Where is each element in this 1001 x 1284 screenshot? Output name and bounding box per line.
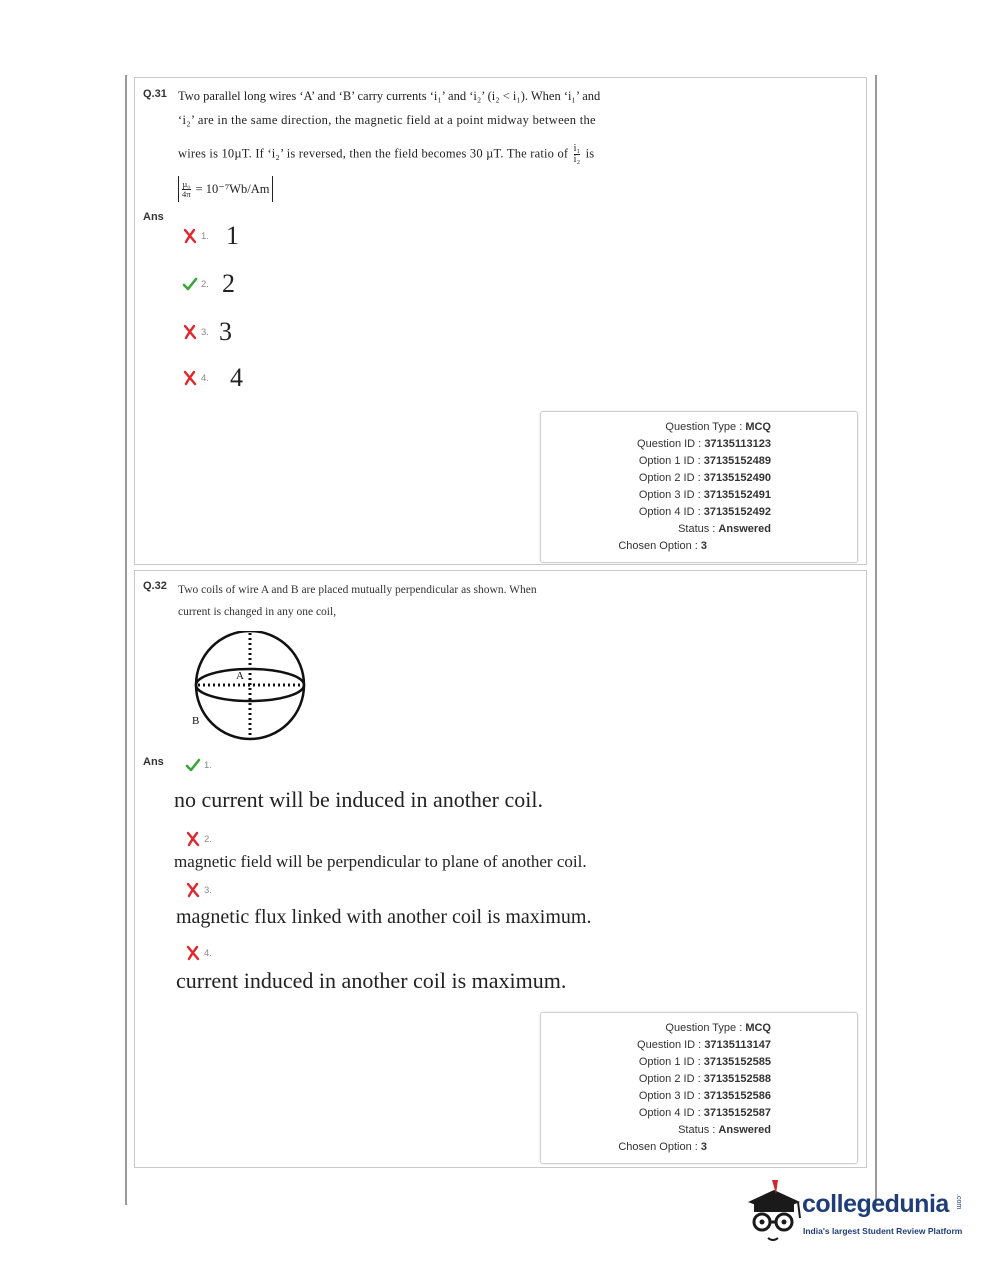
option-1[interactable] xyxy=(182,221,239,251)
label-a: A xyxy=(236,670,244,682)
cross-icon xyxy=(182,370,198,386)
option-2-text[interactable]: magnetic field will be perpendicular to plane of another coil. xyxy=(174,852,587,871)
collegedunia-logo[interactable] xyxy=(742,1180,972,1250)
option-4[interactable] xyxy=(182,363,243,393)
cross-icon xyxy=(182,228,198,244)
question-text-line-3-main: wires is 10µT. If ‘i₂’ is reversed, then the field becomes 30 µT. The ratio of xyxy=(178,146,569,161)
option-3-marker xyxy=(185,882,212,898)
constant-numerator: µ₀ xyxy=(182,178,191,189)
cross-icon xyxy=(185,882,201,898)
ratio-suffix: is xyxy=(585,146,595,161)
option-3[interactable] xyxy=(182,317,232,347)
info-question-type: Question Type : MCQ xyxy=(665,1022,771,1034)
answer-label: Ans xyxy=(143,211,164,223)
ratio-fraction xyxy=(574,144,581,165)
brand-suffix: .com xyxy=(955,1194,962,1210)
option-number: 4. xyxy=(204,947,212,959)
option-value: 2 xyxy=(221,269,235,298)
option-number: 3. xyxy=(201,326,209,338)
info-option-2-id: Option 2 ID : 37135152588 xyxy=(638,1073,771,1085)
info-question-type: Question Type : MCQ xyxy=(665,421,771,433)
coils-diagram xyxy=(190,631,320,743)
option-number: 2. xyxy=(201,278,209,290)
option-1-text[interactable]: no current will be induced in another coil. xyxy=(174,787,543,812)
info-option-3-id: Option 3 ID : 37135152586 xyxy=(638,1090,771,1102)
info-question-id: Question ID : 37135113123 xyxy=(637,438,771,450)
question-text-line-3 xyxy=(178,144,594,165)
constant-fraction xyxy=(182,180,191,199)
option-1-marker xyxy=(185,757,212,773)
info-chosen-option: Chosen Option : 3 xyxy=(618,1141,707,1153)
question-text-line-2: ‘i₂’ are in the same direction, the magnetic field at a point midway between the xyxy=(178,113,596,127)
question-text-line-1: Two coils of wire A and B are placed mutually perpendicular as shown. When xyxy=(178,584,537,596)
info-option-4-id: Option 4 ID : 37135152587 xyxy=(638,1107,771,1119)
question-31-panel xyxy=(134,77,867,565)
check-icon xyxy=(185,757,201,773)
check-icon xyxy=(182,276,198,292)
option-2-marker xyxy=(185,831,212,847)
ratio-denominator: i₂ xyxy=(573,154,581,165)
option-3-text[interactable]: magnetic flux linked with another coil is maximum. xyxy=(176,906,592,928)
option-number: 3. xyxy=(204,884,212,896)
info-chosen-option: Chosen Option : 3 xyxy=(618,540,707,552)
constant-denominator: 4π xyxy=(182,188,191,199)
option-value: 3 xyxy=(218,317,232,346)
info-option-2-id: Option 2 ID : 37135152490 xyxy=(638,472,771,484)
info-option-4-id: Option 4 ID : 37135152492 xyxy=(638,506,771,518)
info-option-1-id: Option 1 ID : 37135152489 xyxy=(638,455,771,467)
option-4-text[interactable]: current induced in another coil is maximum. xyxy=(176,968,567,993)
option-value: 4 xyxy=(229,363,243,392)
info-status: Status : Answered xyxy=(678,1124,771,1136)
info-status: Status : Answered xyxy=(678,523,771,535)
cross-icon xyxy=(185,945,201,961)
question-info-box xyxy=(540,1012,858,1164)
question-number: Q.32 xyxy=(143,580,167,592)
page-frame-left xyxy=(125,75,127,1205)
cross-icon xyxy=(185,831,201,847)
option-2[interactable] xyxy=(182,269,235,299)
brand-tagline: India's largest Student Review Platform xyxy=(803,1226,963,1236)
constant-value: = 10⁻⁷Wb/Am xyxy=(195,182,270,196)
constant-expression xyxy=(178,176,273,202)
question-text-line-2: current is changed in any one coil, xyxy=(178,606,337,618)
option-number: 4. xyxy=(201,372,209,384)
option-number: 1. xyxy=(204,759,212,771)
label-b: B xyxy=(192,715,200,727)
question-info-box xyxy=(540,411,858,563)
option-value: 1 xyxy=(225,221,239,250)
option-number: 2. xyxy=(204,833,212,845)
ratio-numerator: i₁ xyxy=(573,143,581,154)
option-number: 1. xyxy=(201,230,209,242)
answer-label: Ans xyxy=(143,756,164,768)
cross-icon xyxy=(182,324,198,340)
mascot-icon xyxy=(742,1180,804,1246)
info-option-1-id: Option 1 ID : 37135152585 xyxy=(638,1056,771,1068)
brand-name: collegedunia xyxy=(802,1190,949,1218)
question-number: Q.31 xyxy=(143,88,167,100)
question-text-line-1: Two parallel long wires ‘A’ and ‘B’ carry currents ‘i₁’ and ‘i₂’ (i₂ < i₁). When ‘i₁’ and xyxy=(178,89,601,103)
page-frame-right xyxy=(875,75,877,1205)
info-question-id: Question ID : 37135113147 xyxy=(637,1039,771,1051)
info-option-3-id: Option 3 ID : 37135152491 xyxy=(638,489,771,501)
question-32-panel xyxy=(134,570,867,1168)
option-4-marker xyxy=(185,945,212,961)
